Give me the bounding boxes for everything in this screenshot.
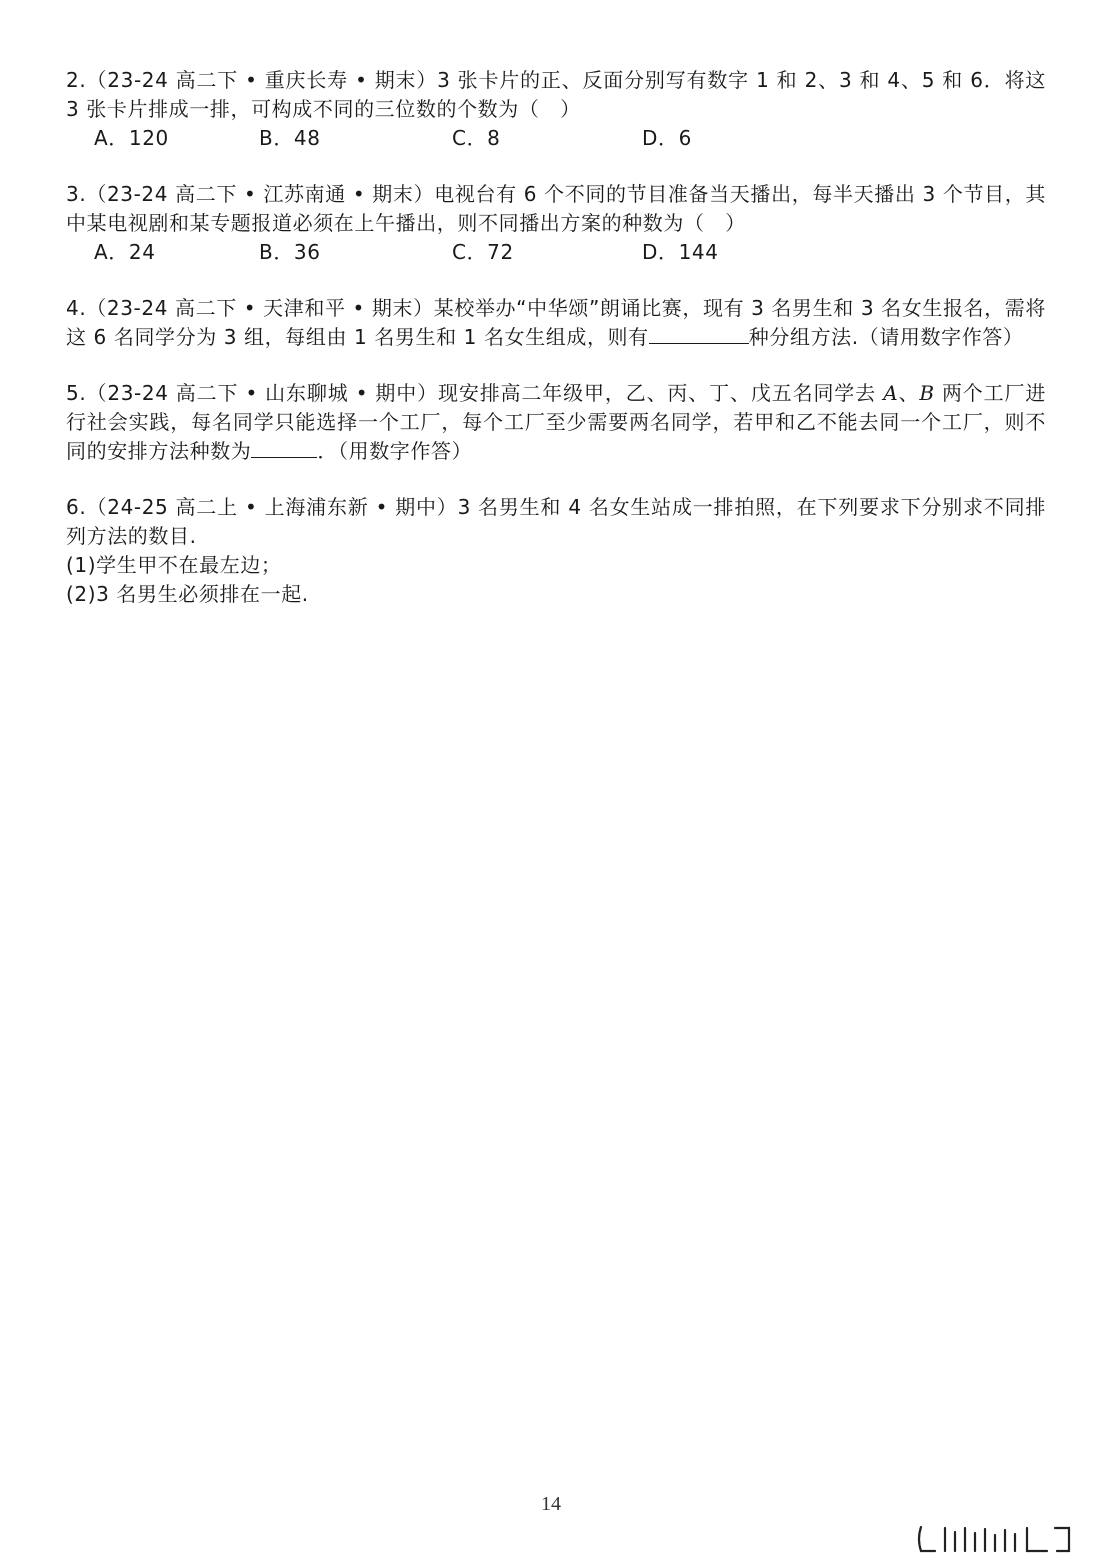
option-c: C．8 xyxy=(452,126,501,150)
answer-blank xyxy=(649,323,749,344)
option-b: B．48 xyxy=(259,126,321,150)
question-3 xyxy=(66,180,1046,267)
question-5-stem xyxy=(66,379,1046,466)
question-2-options xyxy=(66,124,1046,153)
question-5-text-before: 5.（23-24 高二下 • 山东聊城 • 期中）现安排高二年级甲，乙、丙、丁、戊五名同学去 xyxy=(66,381,884,405)
question-3-stem: 3.（23-24 高二下 • 江苏南通 • 期末）电视台有 6 个不同的节目准备当天播出，每半天播出 3 个节目，其中某电视剧和某专题报道必须在上午播出，则不同播出方案的种数为（ ） xyxy=(66,182,1046,235)
question-2 xyxy=(66,66,1046,153)
question-3-options xyxy=(66,238,1046,267)
question-4-stem xyxy=(66,294,1046,352)
option-c: C．72 xyxy=(452,240,514,264)
factory-b-label: B xyxy=(919,381,935,405)
question-2-stem: 2.（23-24 高二下 • 重庆长寿 • 期末）3 张卡片的正、反面分别写有数字 1 和 2、3 和 4、5 和 6．将这 3 张卡片排成一排，可构成不同的三位数的个数为（ ） xyxy=(66,68,1046,121)
option-a: A．120 xyxy=(94,126,169,150)
option-b: B．36 xyxy=(259,240,321,264)
question-4-text-before: 4.（23-24 高二下 • 天津和平 • 期末）某校举办“中华颂”朗诵比赛，现有 3 名男生和 3 名女生报名，需将这 6 名同学分为 3 组，每组由 1 名男生和 1 名女生组成，则有 xyxy=(66,296,1046,349)
page-number: 14 xyxy=(541,1493,561,1515)
option-d: D．6 xyxy=(642,126,692,150)
answer-blank xyxy=(251,437,317,458)
question-list xyxy=(66,66,1046,636)
question-5 xyxy=(66,379,1046,466)
question-4 xyxy=(66,294,1046,352)
factory-separator: 、 xyxy=(898,381,920,405)
broadcast-logo-icon xyxy=(915,1523,1077,1555)
option-d: D．144 xyxy=(642,240,719,264)
question-6-part-1: (1)学生甲不在最左边； xyxy=(66,553,282,577)
option-a: A．24 xyxy=(94,240,156,264)
question-4-text-after: 种分组方法.（请用数字作答） xyxy=(748,325,1024,349)
question-6-stem: 6.（24-25 高二上 • 上海浦东新 • 期中）3 名男生和 4 名女生站成一排拍照，在下列要求下分别求不同排列方法的数目. xyxy=(66,495,1046,548)
question-6-part-2: (2)3 名男生必须排在一起. xyxy=(66,582,309,606)
question-5-text-after: ．（用数字作答） xyxy=(317,439,473,463)
factory-a-label: A xyxy=(883,381,899,405)
question-6 xyxy=(66,493,1046,609)
question-5-text-middle: 两个工厂进行社会实践，每名同学只能选择一个工厂，每个工厂至少需要两名同学，若甲和乙不能去同一个工厂，则不同的安排方法种数为 xyxy=(66,381,1046,463)
